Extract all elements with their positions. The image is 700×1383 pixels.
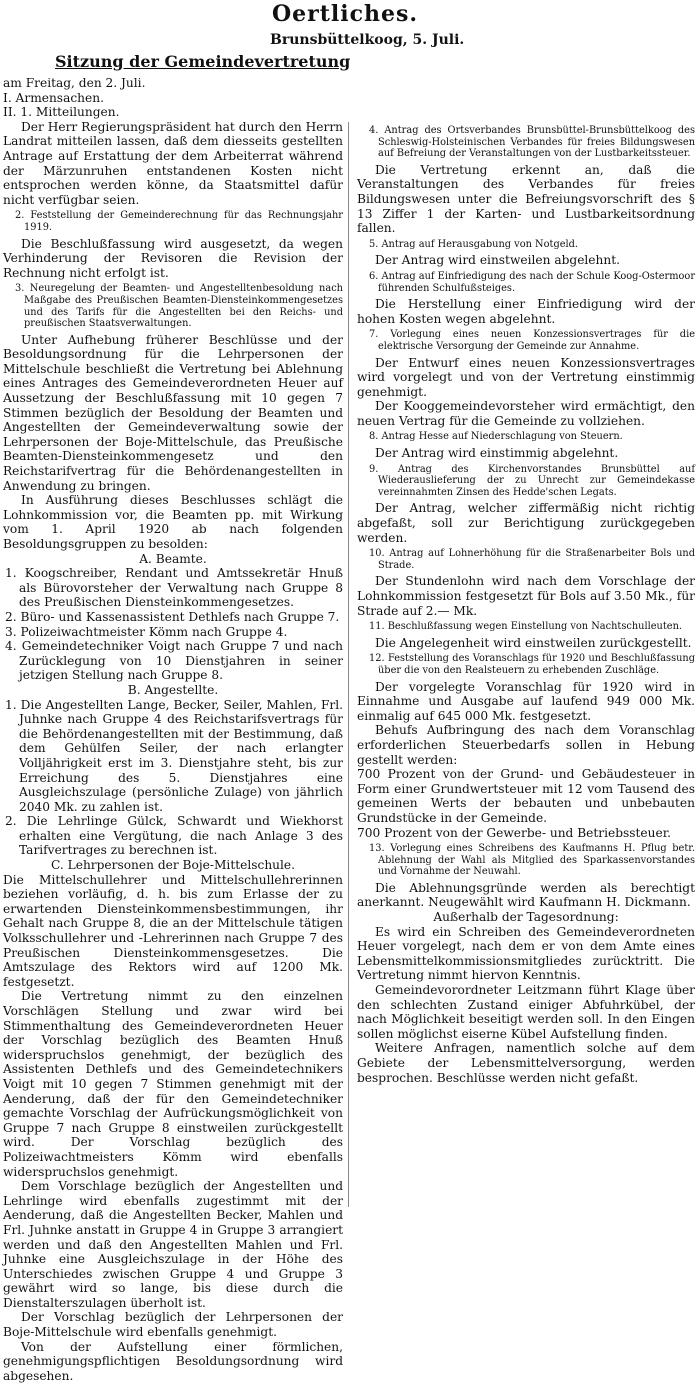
meeting-title: Sitzung der Gemeindevertretung [55,52,351,71]
paragraph: 700 Prozent von der Grund- und Gebäudesteuer in Form einer Grundwertsteuer mit 12 vom Tausend des gemeinen Werts der bebauten und unbebauten Grundstücke in der Gemeinde. [357,767,695,825]
paragraph: Die Vertretung erkennt an, daß die Veranstaltungen des Verbandes für freies Bildungswesen unter die Befreiungsvorschrift des § 13 Ziffer 1 der Karten- und Lustbarkeitsordnung fallen. [357,162,695,236]
agenda-item: 3. Neuregelung der Beamten- und Angestelltenbesoldung nach Maßgabe des Preußischen Beamten-Diensteinkommengesetzes und des Tarifs für die Angestellten bei den Reichs- und preußischen Staatsverwaltungen. [15,283,343,330]
dateline-date: 5. Juli. [412,32,465,48]
paragraph: Die Angelegenheit wird einstweilen zurückgestellt. [375,635,692,650]
subheading: Außerhalb der Tagesordnung: [433,910,619,925]
agenda-item: 10. Antrag auf Lohnerhöhung für die Straßenarbeiter Bols und Strade. [369,548,695,571]
paragraph: Der Antrag wird einstimmig abgelehnt. [375,446,619,461]
paragraph: Unter Aufhebung früherer Beschlüsse und der Besoldungsordnung für die Lehrpersonen der Mittelschule beschließt die Vertretung bei Ablehnung eines Antrages des Gemeindeverordneten Heuer auf Aussetzung der Beschlußfassung mit 10 gegen 7 Stimmen bezüglich der Besoldung der Beamten und Angestellten der Gemeindeverwaltung sowie der Lehrpersonen der Boje-Mittelschule, das Preußische Beamten-Diensteinkommengesetz und den Reichstarifvertrag für die Behördenangestellten in Anwendung zu bringen. [3,332,343,493]
paragraph: Der Kooggemeindevorsteher wird ermächtigt, den neuen Vertrag für die Gemeinde zu vollziehen. [357,399,695,428]
paragraph: Die Herstellung einer Einfriedigung wird der hohen Kosten wegen abgelehnt. [357,297,695,326]
agenda-item: 4. Antrag des Ortsverbandes Brunsbüttel-Brunsbüttelkoog des Schleswig-Holsteinischen Verbandes für freies Bildungswesen auf Befreiung der Veranstaltungen von der Lustbarkeitssteuer. [369,125,695,160]
agenda-item: 12. Feststellung des Voranschlags für 1920 und Beschlußfassung über die von den Realsteuern zu erhebenden Zuschläge. [369,653,695,676]
meeting-date: am Freitag, den 2. Juli. [3,76,146,90]
paragraph: Behufs Aufbringung des nach dem Voranschlag erforderlichen Steuerbedarfs sollen in Hebung gestellt werden: [357,723,695,767]
subheading: B. Angestellte. [127,682,219,697]
paragraph: Gemeindevorordneter Leitzmann führt Klage über den schlechten Zustand einiger Abfuhrkübel, der nach Möglichkeit beseitigt werden soll. In den Eingen sollen möglichst eiserne Kübel Aufstellung finden. [357,983,695,1041]
agenda-item: 13. Vorlegung eines Schreibens des Kaufmanns H. Pflug betr. Ablehnung der Wahl als Mitglied des Sparkassenvorstandes und Vornahme der Neuwahl. [369,843,695,878]
paragraph: Der Herr Regierungspräsident hat durch den Herrn Landrat mitteilen lassen, daß dem diesseits gestellten Antrage auf Erstattung der dem Arbeiterrat während der Märzunruhen entstandenen Kosten nicht entsprochen werden könne, da Staatsmittel dafür nicht verfügbar seien. [3,119,343,207]
paragraph: Von der Aufstellung einer förmlichen, genehmigungspflichtigen Besoldungsordnung wird abgesehen. [3,1339,343,1383]
agenda-item: 8. Antrag Hesse auf Niederschlagung von Steuern. [369,431,623,443]
list-item: 4. Gemeindetechniker Voigt nach Gruppe 7 und nach Zurücklegung von 10 Dienstjahren in seiner jetzigen Stellung nach Gruppe 8. [5,639,343,683]
paragraph: Die Beschlußfassung wird ausgesetzt, da wegen Verhinderung der Revisoren die Revision der Rechnung nicht erfolgt ist. [3,236,343,280]
agenda-item: 2. Feststellung der Gemeinderechnung für das Rechnungsjahr 1919. [15,210,343,233]
paragraph: Die Vertretung nimmt zu den einzelnen Vorschlägen Stellung und zwar wird bei Stimmenthaltung des Gemeindeverordneten Heuer der Vorschlag bezüglich des Beamten Hnuß widerspruchslos genehmigt, der bezüglich des Assistenten Dethlefs und des Gemeindetechnikers Voigt mit 10 gegen 7 Stimmen genehmigt mit der Aenderung, daß der für den Gemeindetechniker gemachte Vorschlag der Aufrückungsmöglichkeit von Gruppe 7 nach Gruppe 8 einstweilen zurückgestellt wird. Der Vorschlag bezüglich des Polizeiwachtmeisters Kömm wird ebenfalls widerspruchslos genehmigt. [3,989,343,1179]
paragraph: Der Vorschlag bezüglich der Lehrpersonen der Boje-Mittelschule wird ebenfalls genehmigt. [3,1310,343,1340]
column-divider [348,122,349,1207]
agenda-item: 9. Antrag des Kirchenvorstandes Brunsbüttel auf Wiederauslieferung der zu Unrecht zur Gemeindekasse vereinnahmten Zinsen des Hedde'schen Legats. [369,463,695,498]
list-item: 1. Die Angestellten Lange, Becker, Seiler, Mahlen, Frl. Juhnke nach Gruppe 4 des Reichstarifsvertrags für die Behördenangestellten mit der Bestimmung, daß dem Gehülfen Seiler, der nach erlangter Volljährigkeit erst im 3. Dienstjahre steht, bis zur Erreichung des 5. Dienstjahres eine Ausgleichszulage (persönliche Zulage) von jährlich 2040 Mk. zu zahlen ist. [5,697,343,814]
paragraph: Die Mittelschullehrer und Mittelschullehrerinnen beziehen vorläufig, d. h. bis zum Erlasse der zu erwartenden Diensteinkommensbestimmungen, ihr Gehalt nach Gruppe 8, die an der Mittelschule tätigen Volksschullehrer und -Lehrerinnen nach Gruppe 7 des Preußischen Diensteinkommensgesetzes. Die Amtszulage des Rektors wird auf 1200 Mk. festgesetzt. [3,872,343,989]
paragraph: Die Ablehnungsgründe werden als berechtigt anerkannt. Neugewählt wird Kaufmann H. Dickmann. [357,880,695,910]
section-title: Oertliches. [271,1,419,27]
paragraph: Der Entwurf eines neuen Konzessionsvertrages wird vorgelegt und von der Vertretung einstimmig genehmigt. [357,355,695,399]
paragraph: In Ausführung dieses Beschlusses schlägt die Lohnkommission vor, die Beamten pp. mit Wirkung vom 1. April 1920 ab nach folgenden Besoldungsgruppen zu besolden: [3,493,343,551]
paragraph: Dem Vorschlage bezüglich der Angestellten und Lehrlinge wird ebenfalls zugestimmt mit der Aenderung, daß die Angestellten Becker, Mahlen und Frl. Juhnke anstatt in Gruppe 4 in Gruppe 3 arrangiert werden und daß den Angestellten Mahlen und Frl. Juhnke eine Ausgleichszulage in der Höhe des Unterschiedes zwischen Gruppe 4 und Gruppe 3 gewährt wird so lange, bis diese durch die Dienstalterszulagen überholt ist. [3,1179,343,1310]
list-item: 2. Die Lehrlinge Gülck, Schwardt und Wiekhorst erhalten eine Vergütung, die nach Anlage 3 des Tarifvertrages zu berechnen ist. [5,814,343,858]
paragraph: Weitere Anfragen, namentlich solche auf dem Gebiete der Lebensmittelversorgung, werden besprochen. Beschlüsse werden nicht gefaßt. [357,1041,695,1085]
agenda-item: I. Armensachen. [3,90,104,105]
agenda-item: 7. Vorlegung eines neuen Konzessionsvertrages für die elektrische Versorgung der Gemeinde zur Annahme. [369,329,695,352]
paragraph: Es wird ein Schreiben des Gemeindeverordneten Heuer vorgelegt, nach dem er von dem Amte eines Lebensmittelkommissionsmitgliedes zurücktritt. Die Vertretung nimmt hiervon Kenntnis. [357,924,695,983]
list-item: 2. Büro- und Kassenassistent Dethlefs nach Gruppe 7. [5,609,340,624]
dateline [270,32,464,48]
agenda-item: 6. Antrag auf Einfriedigung des nach der Schule Koog-Ostermoor führenden Schulfußsteiges. [369,270,695,294]
right-column [357,122,695,1212]
agenda-item: 11. Beschlußfassung wegen Einstellung von Nachtschulleuten. [369,621,683,633]
paragraph: Der vorgelegte Voranschlag für 1920 wird in Einnahme und Ausgabe auf laufend 949 000 Mk. einmalig auf 645 000 Mk. festgesetzt. [357,679,695,723]
list-item: 1. Koogschreiber, Rendant und Amtssekretär Hnuß als Bürovorsteher der Verwaltung nach Gruppe 8 des Preußischen Diensteinkommengesetzes. [5,566,343,610]
paragraph: Der Stundenlohn wird nach dem Vorschlage der Lohnkommission festgesetzt für Bols auf 3.50 Mk., für Strade auf 2.— Mk. [357,574,695,618]
list-item: 3. Polizeiwachtmeister Kömm nach Gruppe 4. [5,624,288,639]
article-header [0,0,700,26]
agenda-item: II. 1. Mitteilungen. [3,105,120,120]
paragraph: 700 Prozent von der Gewerbe- und Betriebssteuer. [357,825,672,840]
subheading: C. Lehrpersonen der Boje-Mittelschule. [51,858,295,873]
paragraph: Der Antrag, welcher ziffermäßig nicht richtig abgefaßt, soll zur Berichtigung zurückgegeben werden. [357,501,695,545]
paragraph: Der Antrag wird einstweilen abgelehnt. [375,253,620,268]
agenda-item: 5. Antrag auf Herausgabung von Notgeld. [369,238,579,250]
left-column [3,76,343,1383]
dateline-place: Brunsbüttelkoog, [270,32,408,48]
subheading: A. Beamte. [139,551,207,566]
